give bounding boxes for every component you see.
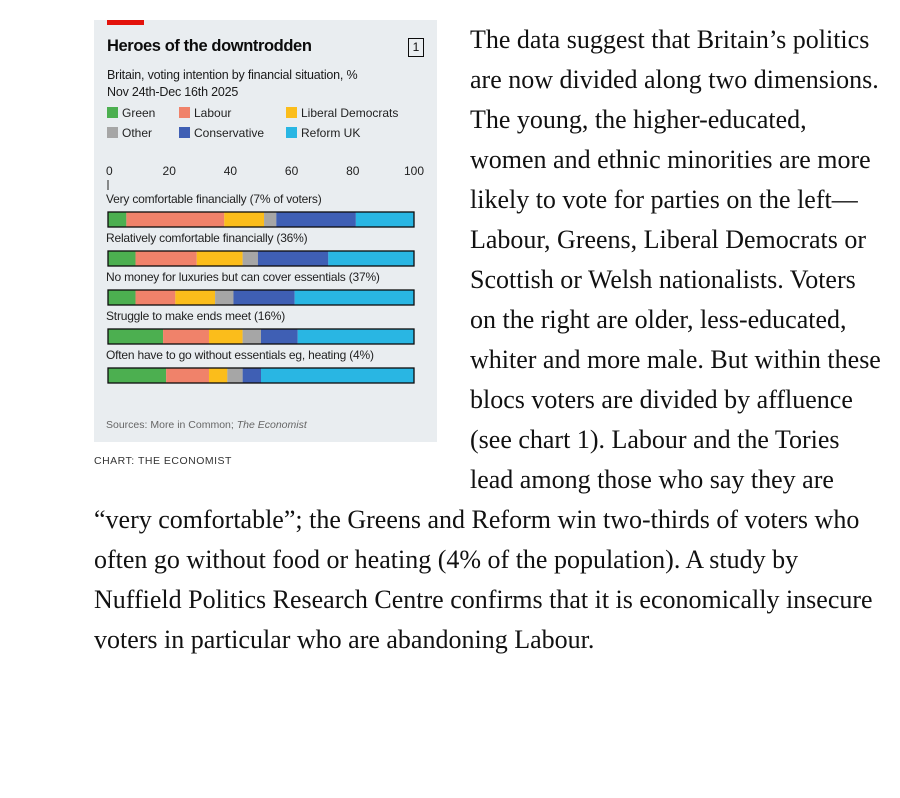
article-paragraph: The data suggest that Britain’s politics are now divided along two dimensions. The young, the higher-educated, women and ethnic minorities are more likely to vote for parties on the left—Labour, Greens, Liberal Democrats or Scottish or Welsh nationalists. Voters on the right are older, less-educated, whiter and more male. But within these blocs voters are divided by affluence (see chart 1). Labour and the Tories lead among those who say they are “very comfortable”; the Greens and Reform win two-thirds of voters who often go without food or heating (4% of the population). A study by Nuffield Politics Research Centre confirms that it is economically insecure voters in particular who are abandoning Labour. (94, 25, 881, 654)
category-label: Relatively comfortable financially (36%) (106, 231, 308, 245)
x-tick-label: 60 (284, 164, 299, 178)
legend-label-green: Green (122, 106, 156, 120)
category-label: No money for luxuries but can cover essentials (37%) (106, 270, 380, 284)
chart-number-badge: 1 (408, 38, 424, 57)
chart-credit: CHART: THE ECONOMIST (94, 455, 232, 467)
x-tick-label: 20 (162, 164, 176, 178)
chart-subtitle-line: Britain, voting intention by financial situation, % (107, 68, 358, 82)
chart-title: Heroes of the downtrodden (107, 37, 312, 55)
x-tick-label: 80 (346, 164, 360, 178)
legend-label-labour: Labour (194, 106, 232, 120)
source-italic: The Economist (236, 419, 307, 431)
chart-float-spacer (94, 20, 470, 495)
x-tick-label: 0 (106, 164, 113, 178)
legend-label-liberal-democrats: Liberal Democrats (301, 106, 399, 120)
category-label: Often have to go without essentials eg, heating (4%) (106, 348, 374, 362)
legend-label-conservative: Conservative (194, 126, 265, 140)
category-label: Very comfortable financially (7% of voters) (106, 192, 322, 206)
source-prefix: Sources: More in Common; (106, 419, 237, 431)
article-body (94, 20, 884, 660)
chart-date-range: Nov 24th-Dec 16th 2025 (107, 85, 239, 99)
category-label: Struggle to make ends meet (16%) (106, 309, 286, 323)
x-tick-label: 100 (403, 164, 425, 178)
x-tick-label: 40 (223, 164, 238, 178)
legend-label-reform-uk: Reform UK (301, 126, 361, 140)
legend-label-other: Other (122, 126, 153, 140)
